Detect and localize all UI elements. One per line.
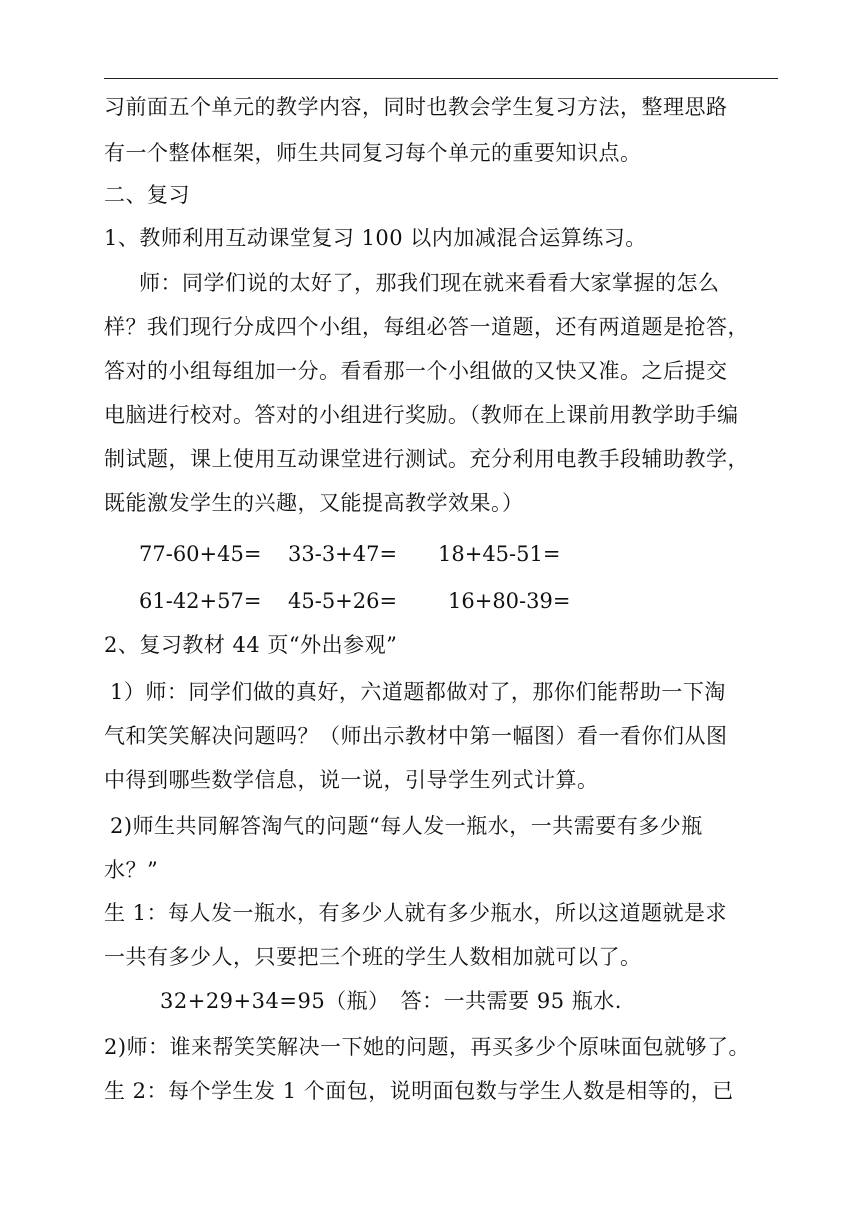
subitem-2-line-2: 水？” — [104, 858, 159, 882]
item-2-heading: 2、复习教材 44 页“外出参观” — [104, 633, 398, 657]
subitem-1-line-2: 气和笑笑解决问题吗？（师出示教材中第一幅图）看一看你们从图 — [104, 724, 728, 748]
header-rule — [104, 78, 778, 79]
student-2-line-1: 生 2：每个学生发 1 个面包，说明面包数与学生人数是相等的，已 — [104, 1079, 734, 1103]
teacher-line-3: 答对的小组每组加一分。看看那一个小组做的又快又准。之后提交 — [104, 359, 728, 383]
teacher-line-5: 制试题，课上使用互动课堂进行测试。充分利用电教手段辅助教学， — [104, 447, 749, 471]
student-1-line-1: 生 1：每人发一瓶水，有多少人就有多少瓶水，所以这道题就是求 — [104, 901, 728, 925]
equation-row-1 — [0, 537, 860, 571]
subitem-2-line-1: 2)师生共同解答淘气的问题“每人发一瓶水，一共需要有多少瓶 — [110, 814, 703, 838]
text-line-2: 有一个整体框架，师生共同复习每个单元的重要知识点。 — [104, 141, 642, 165]
answer-equation-line: 32+29+34=95（瓶） 答：一共需要 95 瓶水. — [160, 989, 622, 1013]
equation: 16+80-39= — [448, 589, 571, 613]
equation-row-2 — [0, 584, 860, 618]
teacher-line-6: 既能激发学生的兴趣，又能提高教学效果。） — [104, 491, 524, 515]
section-heading-review: 二、复习 — [104, 183, 190, 207]
teacher-line-2: 样？我们现行分成四个小组，每组必答一道题，还有两道题是抢答， — [104, 315, 749, 339]
equation: 77-60+45= — [139, 542, 262, 566]
teacher-line-1: 师：同学们说的太好了，那我们现在就来看看大家掌握的怎么 — [139, 271, 720, 295]
equation: 45-5+26= — [288, 589, 398, 613]
teacher-question-line: 2)师：谁来帮笑笑解决一下她的问题，再买多少个原味面包就够了。 — [104, 1035, 751, 1059]
equation: 61-42+57= — [139, 589, 262, 613]
subitem-1-line-3: 中得到哪些数学信息，说一说，引导学生列式计算。 — [104, 768, 599, 792]
text-line-1: 习前面五个单元的教学内容，同时也教会学生复习方法，整理思路 — [104, 95, 728, 119]
teacher-line-4: 电脑进行校对。答对的小组进行奖励。（教师在上课前用教学助手编 — [104, 403, 739, 427]
student-1-line-2: 一共有多少人，只要把三个班的学生人数相加就可以了。 — [104, 945, 642, 969]
equation: 33-3+47= — [288, 542, 398, 566]
subitem-1-line-1: 1）师：同学们做的真好，六道题都做对了，那你们能帮助一下淘 — [110, 680, 726, 704]
item-1-heading: 1、教师利用互动课堂复习 100 以内加减混合运算练习。 — [104, 226, 647, 250]
equation: 18+45-51= — [438, 542, 561, 566]
